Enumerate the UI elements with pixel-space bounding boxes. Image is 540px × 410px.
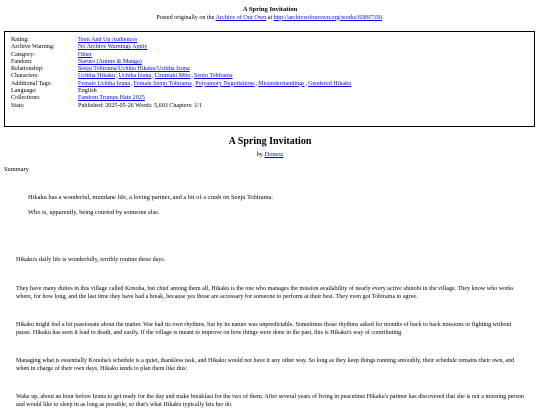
meta-row-fandom: [11, 59, 528, 66]
meta-row-characters: Characters: Uchiha Hikaku,Uchiha Izuna,Uzumaki Mito,Senju Tobirama: [11, 73, 233, 80]
summary-paragraph: Hikaku has a wonderful, mundane life, a loving partner, and a bit of a crush on Senju Tobirama.: [28, 194, 273, 201]
meta-row-rating: [11, 37, 528, 44]
archive-link[interactable]: Archive of Our Own: [215, 14, 267, 21]
meta-key-tags: Additional Tags:: [11, 80, 52, 87]
story-paragraph: Hikaku might feel a bit passionate about the matter. War had its own rhythms, but by its nature was unpredictable. Sometimes those rhythms asked for months of back to back missions or fighting without pause. Hikaku has seen it lead to death, and easily. If the village is meant to improve on how things were done in the past, this is Hikaku's way of contributing.: [16, 322, 512, 336]
tag-link[interactable]: Female Senju Tobirama: [133, 80, 192, 87]
meta-row-category: [11, 52, 528, 59]
work-url-link[interactable]: http://archiveofourown.org/works/65897350: [273, 14, 383, 21]
stats-value: Published: 2025-05-26 Words: 5,603 Chapters: 1/1: [78, 102, 202, 109]
meta-key-fandom: Fandom:: [11, 58, 33, 65]
warning-link[interactable]: No Archive Warnings Apply: [78, 44, 148, 51]
meta-row-relationship: [11, 66, 528, 73]
meta-key-stats: Stats:: [11, 102, 25, 109]
work-meta-box: [4, 31, 535, 127]
meta-key-warning: Archive Warning:: [11, 44, 55, 51]
meta-row-tags: Additional Tags: Female Uchiha Izuna,Female Senju Tobirama,Polyamory Negotiations,Misunderstandings,Gendered Hikaku: [11, 80, 352, 87]
story-paragraph: Managing what is essentially Konoha's schedule is a quiet, thankless task, and Hikaku would not have it any other way. So long as they keep things running smoothly, their schedule remains their own, and when in charge of their own days, Hikaku tends to plan them like this:: [16, 358, 515, 372]
meta-key-language: Language:: [11, 88, 37, 95]
work-header: [0, 0, 540, 22]
collection-link[interactable]: Fandom Trumps Hate 2025: [78, 95, 145, 102]
meta-key-characters: Characters:: [11, 73, 39, 80]
meta-row-warning: [11, 44, 528, 51]
posted-at: at: [266, 14, 274, 21]
summary-paragraph: Who is, apparently, being courted by someone else.: [28, 209, 160, 216]
byline: [0, 151, 540, 159]
meta-key-collections: Collections:: [11, 95, 41, 102]
fandom-link[interactable]: Naruto (Anime & Manga): [78, 58, 142, 65]
work-title: A Spring Invitation: [228, 136, 312, 147]
story-paragraph: They have many duties in this village called Konoha, but chief among them all, Hikaku is the one who manages the mission availability of nearly every active shinobi in the village. They know who works where, for how long, and the last time they have had a break, because yes those are accessary for someone to perform at their best. They even got Tobirama to agree.: [16, 286, 514, 300]
language-value: English: [78, 88, 97, 95]
character-link[interactable]: Uzumaki Mito: [154, 73, 191, 80]
author-link[interactable]: Domoz: [264, 151, 284, 158]
posted-line: [0, 15, 540, 23]
relationship-link[interactable]: Senju Tobirama/Uchiha Hikaku/Uchiha Izuna: [78, 66, 190, 73]
tag-link[interactable]: Gendered Hikaku: [308, 80, 352, 87]
meta-row-language: [11, 88, 528, 95]
posted-prefix: Posted originally on the: [156, 14, 216, 21]
tag-link[interactable]: Misunderstandings: [258, 80, 305, 87]
meta-key-relationship: Relationship:: [11, 66, 44, 73]
byline-prefix: by: [256, 151, 265, 158]
summary-heading: Summary: [4, 166, 29, 173]
header-title: A Spring Invitation: [242, 6, 298, 13]
tag-link[interactable]: Polyamory Negotiations: [195, 80, 255, 87]
tag-link[interactable]: Female Uchiha Izuna: [78, 80, 131, 87]
story-paragraph: Hikaku's daily life is wonderfully, terribly routine these days.: [16, 257, 166, 263]
rating-link[interactable]: Teen And Up Audiences: [78, 37, 138, 43]
character-link[interactable]: Senju Tobirama: [194, 73, 233, 80]
story-paragraph: Wake up, about an hour before Izuna to get ready for the day and make breakfast for the two of them. After several years of living in peacetime Hikaku's partner has discovered that she is not a morning person and would like to sleep in as long as possible, so that's what Hikaku typically lets her do.: [16, 394, 524, 408]
category-link[interactable]: Other: [78, 51, 92, 58]
meta-key-rating: Rating:: [11, 37, 29, 43]
character-link[interactable]: Uchiha Hikaku: [78, 73, 116, 80]
meta-row-collections: [11, 95, 528, 102]
meta-row-stats: [11, 103, 528, 110]
posted-end: .: [382, 14, 384, 21]
character-link[interactable]: Uchiha Izuna: [118, 73, 152, 80]
meta-key-category: Category:: [11, 51, 36, 58]
